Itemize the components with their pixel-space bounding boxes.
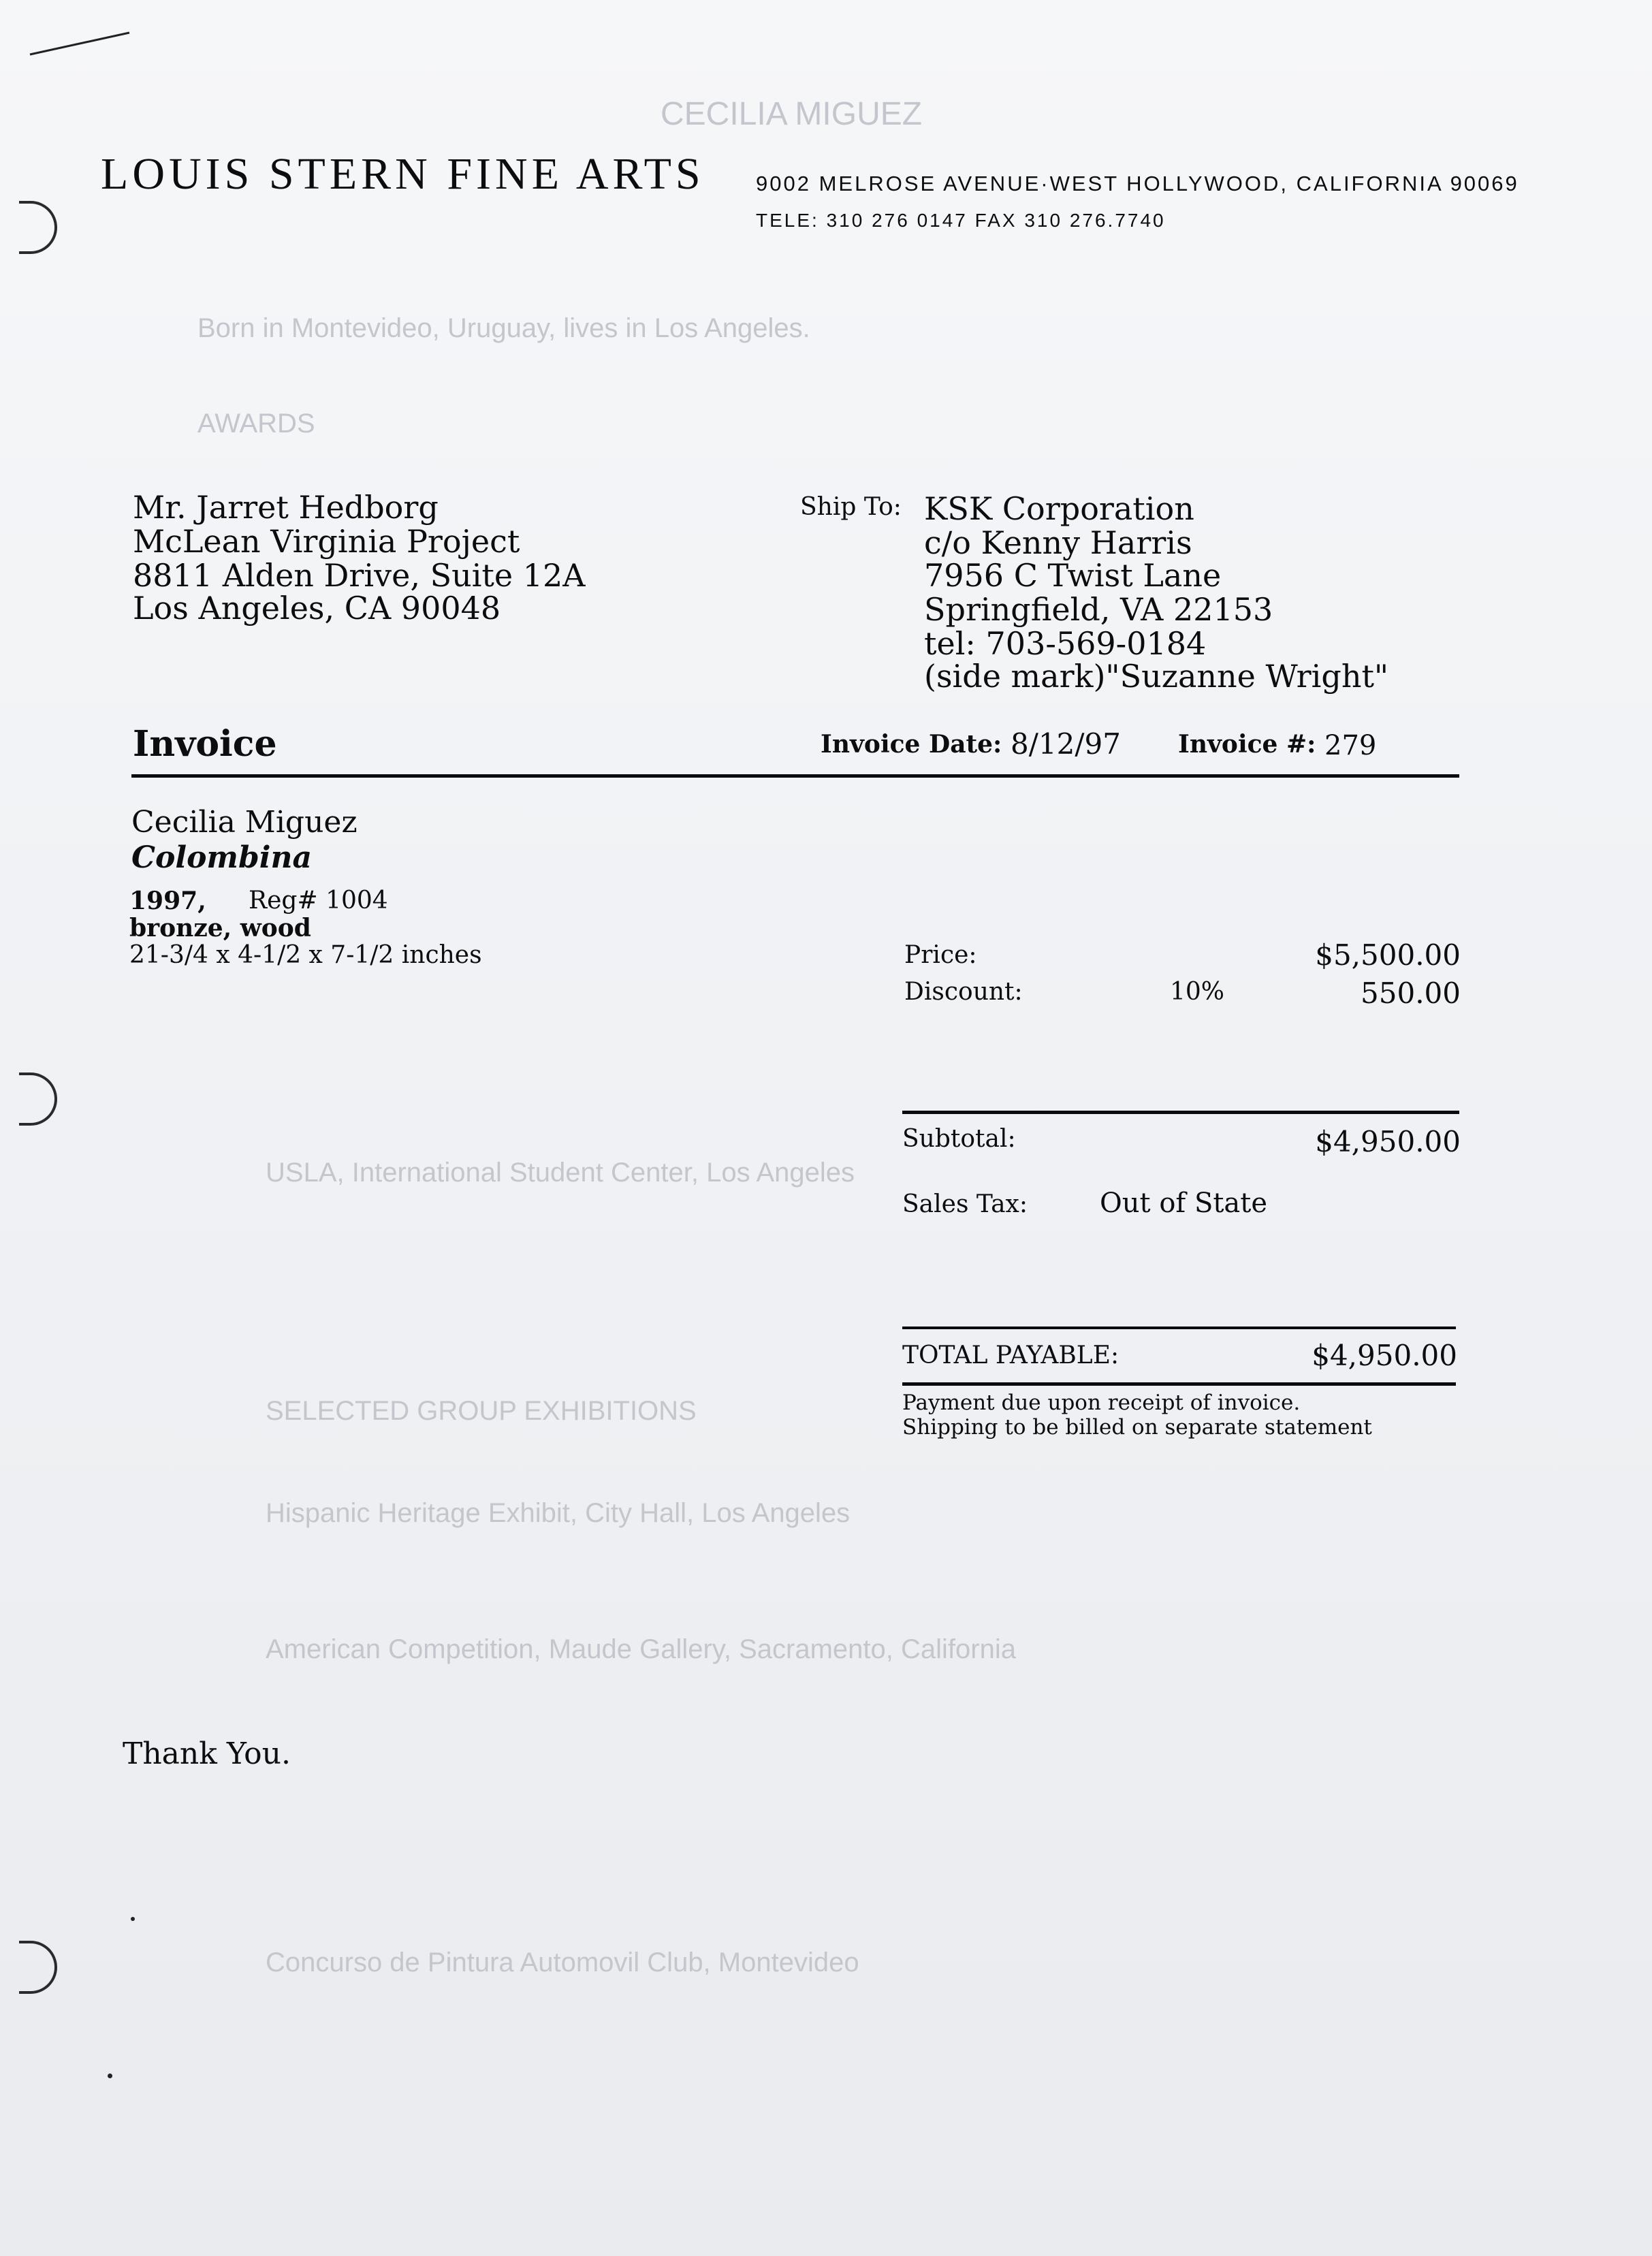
- invoice-date: 8/12/97: [1011, 727, 1121, 761]
- artist-name: Cecilia Miguez: [131, 805, 358, 840]
- ship-to-company: KSK Corporation: [924, 490, 1194, 527]
- bill-to-city: Los Angeles, CA 90048: [133, 590, 501, 626]
- sales-tax-label: Sales Tax:: [902, 1190, 1028, 1218]
- price-label: Price:: [904, 941, 977, 969]
- gallery-name: LOUIS STERN FINE ARTS: [101, 149, 705, 199]
- ghost-text: USLA, International Student Center, Los Angeles: [266, 1158, 855, 1188]
- subtotal-value: $4,950.00: [1315, 1125, 1461, 1158]
- gallery-address: 9002 MELROSE AVENUE·WEST HOLLYWOOD, CALIFORNIA 90069: [756, 172, 1519, 195]
- closing-thank-you: Thank You.: [123, 1736, 291, 1771]
- pen-mark: [27, 27, 136, 61]
- binder-hole: [19, 1941, 57, 1994]
- artwork-title: Colombina: [131, 840, 312, 875]
- ghost-text: SELECTED GROUP EXHIBITIONS: [266, 1396, 697, 1426]
- total-top-rule: [902, 1326, 1456, 1329]
- binder-hole: [19, 1073, 57, 1126]
- discount-label: Discount:: [904, 978, 1023, 1006]
- ship-to-tel: tel: 703-569-0184: [924, 625, 1207, 662]
- bill-to-project: McLean Virginia Project: [133, 523, 520, 560]
- ghost-text: Born in Montevideo, Uruguay, lives in Los Angeles.: [197, 313, 810, 343]
- artwork-year: 1997,: [129, 887, 206, 915]
- artwork-medium: bronze, wood: [129, 914, 311, 942]
- sales-tax-value: Out of State: [1100, 1188, 1268, 1219]
- subtotal-label: Subtotal:: [902, 1125, 1016, 1153]
- ghost-text: CECILIA MIGUEZ: [661, 96, 923, 132]
- subtotal-rule: [902, 1111, 1459, 1114]
- ship-to-label: Ship To:: [800, 493, 902, 521]
- discount-percent: 10%: [1170, 978, 1225, 1006]
- gallery-phone: TELE: 310 276 0147 FAX 310 276.7740: [756, 210, 1166, 231]
- shipping-note: Shipping to be billed on separate statement: [902, 1415, 1372, 1440]
- total-bottom-rule: [902, 1382, 1456, 1386]
- total-label: TOTAL PAYABLE:: [902, 1341, 1119, 1369]
- ship-to-side-mark: (side mark)"Suzanne Wright": [924, 658, 1389, 695]
- bill-to-street: 8811 Alden Drive, Suite 12A: [133, 557, 586, 594]
- ghost-text: American Competition, Maude Gallery, Sacramento, California: [266, 1634, 1016, 1664]
- invoice-number: 279: [1324, 730, 1377, 761]
- ship-to-attn: c/o Kenny Harris: [924, 524, 1192, 561]
- bill-to-name: Mr. Jarret Hedborg: [133, 489, 439, 526]
- price-value: $5,500.00: [1315, 938, 1461, 972]
- binder-hole: [19, 201, 57, 254]
- total-value: $4,950.00: [1312, 1339, 1457, 1372]
- invoice-date-label: Invoice Date:: [821, 730, 1002, 759]
- artwork-reg: Reg# 1004: [249, 887, 388, 915]
- invoice-number-label: Invoice #:: [1178, 730, 1316, 759]
- discount-value: 550.00: [1361, 976, 1461, 1010]
- ship-to-street: 7956 C Twist Lane: [924, 557, 1222, 594]
- artwork-dimensions: 21-3/4 x 4-1/2 x 7-1/2 inches: [129, 941, 482, 969]
- payment-note: Payment due upon receipt of invoice.: [902, 1391, 1301, 1415]
- speck: [108, 2074, 112, 2078]
- ghost-text: Hispanic Heritage Exhibit, City Hall, Los Angeles: [266, 1498, 851, 1528]
- ship-to-city: Springfield, VA 22153: [924, 591, 1273, 628]
- header-rule: [131, 774, 1459, 778]
- speck: [131, 1917, 135, 1921]
- invoice-title: Invoice: [133, 723, 277, 765]
- ghost-text: Concurso de Pintura Automovil Club, Montevideo: [266, 1948, 859, 1977]
- ghost-text: AWARDS: [197, 409, 315, 439]
